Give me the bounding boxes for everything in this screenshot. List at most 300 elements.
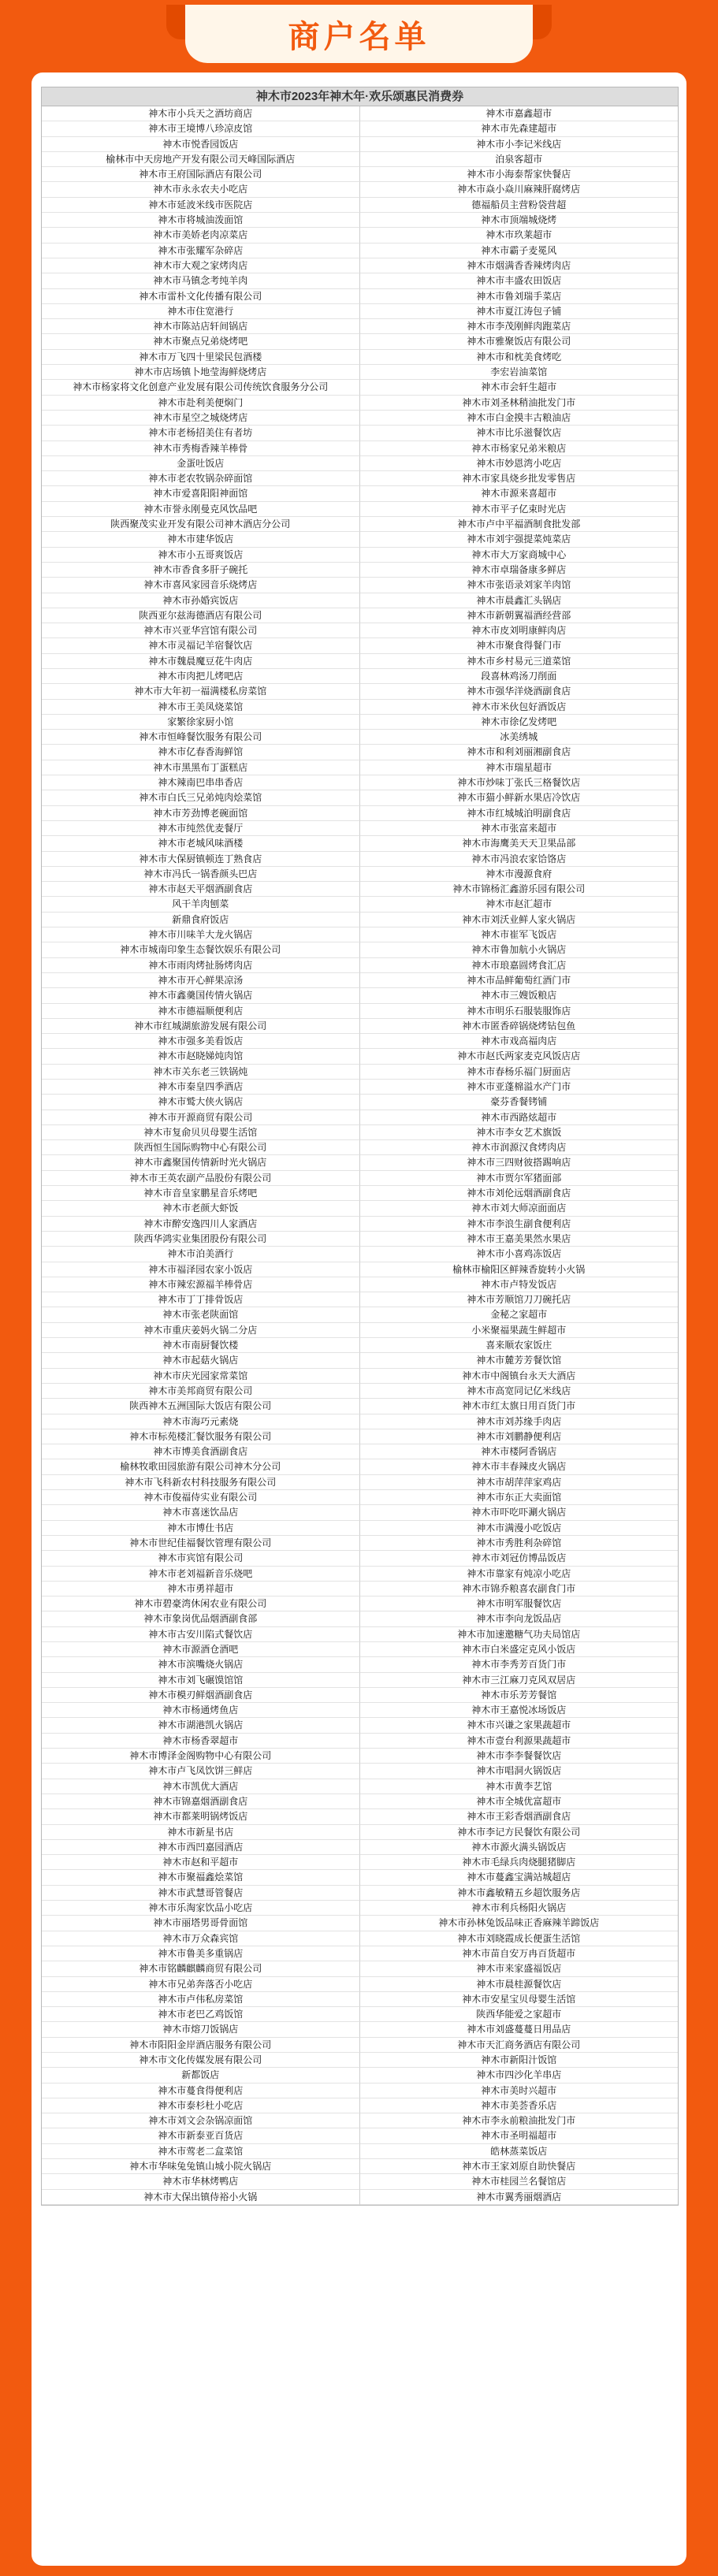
merchant-name-right: 神木市赵氏两家麦克风饭店店 — [360, 1049, 679, 1064]
merchant-name-right: 神木市鲁刘瑞手菜店 — [360, 289, 679, 304]
merchant-name-left: 陕西恒生国际购物中心有限公司 — [42, 1140, 360, 1155]
merchant-name-right: 神木市乐芳芳餐馆 — [360, 1688, 679, 1703]
table-row — [42, 1931, 678, 1946]
table-row — [42, 517, 678, 532]
merchant-name-left: 神木市住宽港行 — [42, 304, 360, 319]
merchant-name-right: 神木市会轩生超市 — [360, 380, 679, 395]
merchant-name-right: 神木市戏高福肉店 — [360, 1034, 679, 1049]
merchant-name-left: 神木市万飞四十里梁民包酒楼 — [42, 350, 360, 365]
table-row — [42, 1201, 678, 1216]
table-row — [42, 1536, 678, 1551]
merchant-name-right: 神木市刘宇强提菜炖菜店 — [360, 532, 679, 547]
merchant-name-right: 神木市卢特发饭店 — [360, 1277, 679, 1292]
merchant-name-left: 神木辣南巴串串香店 — [42, 775, 360, 790]
table-row — [42, 1444, 678, 1459]
merchant-name-left: 陕西华鸿实业集团股份有限公司 — [42, 1232, 360, 1247]
merchant-name-left: 神木市泰杉杜小吃店 — [42, 2098, 360, 2113]
table-row — [42, 1809, 678, 1824]
table-row — [42, 471, 678, 486]
table-row — [42, 167, 678, 182]
merchant-name-left: 神木市孙婚宾饭店 — [42, 593, 360, 608]
table-row — [42, 2022, 678, 2037]
table-row — [42, 198, 678, 213]
table-row — [42, 1338, 678, 1353]
table-row — [42, 2083, 678, 2098]
merchant-name-right: 神木市唱洞火锅饭店 — [360, 1764, 679, 1779]
merchant-name-right: 神木市嘉鑫超市 — [360, 106, 679, 121]
table-row — [42, 1627, 678, 1642]
table-row — [42, 852, 678, 867]
merchant-name-right: 神木市和利刘丽湘副食店 — [360, 745, 679, 760]
merchant-name-right: 神木市玖莱超市 — [360, 228, 679, 243]
merchant-name-left: 神木市大保出镇侍裕小火锅 — [42, 2190, 360, 2205]
table-row — [42, 243, 678, 258]
merchant-name-left: 神木市赵天平烟酒副食店 — [42, 882, 360, 897]
merchant-name-right: 神木市白金摸丰古粮油店 — [360, 411, 679, 426]
table-row — [42, 213, 678, 228]
table-row — [42, 1961, 678, 1976]
merchant-name-right: 神木市新阳汁饭馆 — [360, 2053, 679, 2068]
table-row — [42, 563, 678, 578]
table-row — [42, 1323, 678, 1338]
merchant-name-right: 神木市红城城泊明副食店 — [360, 806, 679, 821]
merchant-name-left: 神木市誉永刚曼克风饮品吧 — [42, 502, 360, 517]
merchant-name-left: 神木市锦嘉烟酒副食店 — [42, 1794, 360, 1809]
table-row — [42, 1825, 678, 1840]
merchant-name-left: 神木市老城风味酒楼 — [42, 836, 360, 851]
table-row — [42, 1065, 678, 1080]
table-row — [42, 289, 678, 304]
merchant-name-left: 神木市老农牧锅杂碎面馆 — [42, 471, 360, 486]
merchant-name-right: 神木市猫小鲜新水果店冷饮店 — [360, 790, 679, 805]
merchant-name-right: 神木市冯浪农家饸饹店 — [360, 852, 679, 867]
merchant-name-right: 神木市三四财彼搭踢响店 — [360, 1155, 679, 1170]
merchant-name-left: 神木市陈站店轩间锅店 — [42, 319, 360, 334]
merchant-name-right: 神木市润源汉食烤肉店 — [360, 1140, 679, 1155]
table-row — [42, 1429, 678, 1444]
merchant-name-right: 神木市张语录刘家羊肉馆 — [360, 578, 679, 593]
merchant-name-left: 神木市关东老三铁锅炖 — [42, 1065, 360, 1080]
merchant-name-left: 神木市爱喜阳阳神面馆 — [42, 486, 360, 501]
merchant-name-left: 神木市鲁美多重锅店 — [42, 1946, 360, 1961]
merchant-name-left: 神木市象岗优品烟酒副食部 — [42, 1611, 360, 1626]
merchant-name-right: 神木市源火满头锅饭店 — [360, 1840, 679, 1855]
merchant-name-right: 神木市圣明福超市 — [360, 2128, 679, 2143]
merchant-name-right: 神木市新朝翼福酒经营部 — [360, 608, 679, 623]
merchant-name-left: 神木市灵福记羊宿餐饮店 — [42, 638, 360, 653]
merchant-name-left: 神木市蔓食得便利店 — [42, 2083, 360, 2098]
merchant-name-right: 喜来顺农家饭庄 — [360, 1338, 679, 1353]
table-row — [42, 2159, 678, 2174]
merchant-name-left: 神木市鑫羹国传情火锅店 — [42, 988, 360, 1003]
merchant-name-right: 小米聚福果蔬生鲜超市 — [360, 1323, 679, 1338]
merchant-name-left: 神木市老刘福新音乐烧吧 — [42, 1567, 360, 1582]
merchant-name-left: 神木市美邦商贸有限公司 — [42, 1384, 360, 1399]
merchant-name-right: 神木市加速邀糖气功夫局馆店 — [360, 1627, 679, 1642]
table-row — [42, 1217, 678, 1232]
merchant-name-right: 神木市李秀芳百货门市 — [360, 1657, 679, 1672]
merchant-name-right: 神木市海鹰美天天卫果品部 — [360, 836, 679, 851]
merchant-name-left: 神木市德福顺便利店 — [42, 1004, 360, 1019]
merchant-name-left: 神木市丁丁排骨饭店 — [42, 1292, 360, 1307]
merchant-name-right: 神木市丰盛农田饭店 — [360, 273, 679, 288]
merchant-name-right: 神木市锦乔粮喜农副食门市 — [360, 1582, 679, 1597]
merchant-name-left: 神木市城南印象生态餐饮娱乐有限公司 — [42, 942, 360, 957]
table-row — [42, 2007, 678, 2022]
table-row — [42, 1779, 678, 1794]
table-row — [42, 638, 678, 653]
merchant-name-left: 神木市杨香翠超市 — [42, 1734, 360, 1749]
table-row — [42, 1140, 678, 1155]
merchant-name-right: 神木市天汇商务酒店有限公司 — [360, 2038, 679, 2053]
merchant-name-right: 陕西华能爱之家超市 — [360, 2007, 679, 2022]
table-row — [42, 806, 678, 821]
merchant-name-left: 神木市老颜大虾饭 — [42, 1201, 360, 1216]
merchant-name-right: 神木市强华洋烧酒副食店 — [360, 684, 679, 699]
merchant-name-right: 神木市刘伦远烟酒副食店 — [360, 1186, 679, 1201]
table-row — [42, 1034, 678, 1049]
table-row — [42, 988, 678, 1003]
merchant-name-right: 神木市徐亿发烤吧 — [360, 715, 679, 730]
merchant-name-left: 陕西聚茂实业开发有限公司神木酒店分公司 — [42, 517, 360, 532]
merchant-name-right: 神木市春杨乐福门厨面店 — [360, 1065, 679, 1080]
merchant-name-left: 神木市鹫大侠火锅店 — [42, 1095, 360, 1110]
merchant-name-right: 神木市霸子麦冕风 — [360, 243, 679, 258]
merchant-name-left: 神木市老巴乙鸡饭馆 — [42, 2007, 360, 2022]
merchant-name-right: 豪芬香餐铐铺 — [360, 1095, 679, 1110]
table-row — [42, 486, 678, 501]
merchant-name-left: 神木市聚福鑫烩菜馆 — [42, 1870, 360, 1885]
merchant-name-right: 榆林市榆阳区鲜辣香旋转小火锅 — [360, 1262, 679, 1277]
table-row — [42, 441, 678, 456]
merchant-name-right: 神木市王彩香烟酒副食店 — [360, 1809, 679, 1824]
table-row — [42, 578, 678, 593]
table-row — [42, 700, 678, 715]
merchant-name-left: 神木市延波米线市医院店 — [42, 198, 360, 213]
merchant-name-left: 神木市俊福侍实业有限公司 — [42, 1490, 360, 1505]
merchant-name-left: 神木市香食多肝子碗托 — [42, 563, 360, 578]
merchant-name-left: 神木市卢飞凤饮饼三鲜店 — [42, 1764, 360, 1779]
merchant-name-right: 神木市安星宝贝母婴生活馆 — [360, 1992, 679, 2007]
merchant-name-right: 神木市鲁加航小火锅店 — [360, 942, 679, 957]
merchant-name-right: 神木市妙恩湾小吃店 — [360, 456, 679, 471]
merchant-name-right: 神木市胡萍萍家鸡店 — [360, 1475, 679, 1490]
table-row — [42, 1459, 678, 1474]
merchant-name-left: 神木市铭麟麒麟商贸有限公司 — [42, 1961, 360, 1976]
merchant-name-left: 神木市西凹嘉园酒店 — [42, 1840, 360, 1855]
merchant-name-right: 神木市翼秀丽烟酒店 — [360, 2190, 679, 2205]
merchant-name-right: 李宏岩油菜馆 — [360, 365, 679, 380]
merchant-name-left: 神木市小兵天之酒坊商店 — [42, 106, 360, 121]
merchant-name-left: 神木市将城油泼面馆 — [42, 213, 360, 228]
merchant-name-right: 神木市李永前粮油批发门市 — [360, 2113, 679, 2128]
table-row — [42, 623, 678, 638]
merchant-name-right: 神木市焱小焱川麻辣肝腐烤店 — [360, 182, 679, 197]
merchant-name-left: 神木市博仕书店 — [42, 1521, 360, 1536]
merchant-name-left: 神木市南厨餐饮楼 — [42, 1338, 360, 1353]
merchant-name-right: 神木市源来喜超市 — [360, 486, 679, 501]
merchant-name-right: 神木市王嘉悦冰场饭店 — [360, 1703, 679, 1718]
table-body — [42, 106, 678, 2205]
table-row — [42, 1734, 678, 1749]
merchant-name-left: 神木市白氏三兄弟炖肉烩菜馆 — [42, 790, 360, 805]
table-row — [42, 836, 678, 851]
merchant-name-right: 神木市孙林兔饭品味正香麻辣羊蹄饭店 — [360, 1916, 679, 1931]
merchant-name-left: 神木市兴亚华宫馆有限公司 — [42, 623, 360, 638]
merchant-name-left: 神木市王英农副产品股份有限公司 — [42, 1171, 360, 1186]
merchant-name-right: 神木市雅聚饭店有限公司 — [360, 334, 679, 349]
merchant-name-left: 神木市复俞贝贝母婴生活馆 — [42, 1125, 360, 1140]
table-row — [42, 1475, 678, 1490]
merchant-name-left: 神木市喜迷饮品店 — [42, 1505, 360, 1520]
table-row — [42, 1369, 678, 1384]
merchant-name-right: 皓林蒸菜饭店 — [360, 2144, 679, 2159]
merchant-name-right: 神木市桂园兰名餐馆店 — [360, 2174, 679, 2189]
merchant-name-right: 神木市锦杨汇鑫游乐园有限公司 — [360, 882, 679, 897]
merchant-name-left: 神木市滨嘴烧火锅店 — [42, 1657, 360, 1672]
merchant-name-right: 神木市楼阿香锅店 — [360, 1444, 679, 1459]
table-row — [42, 1080, 678, 1095]
merchant-name-right: 神木市刘圣林稍油批发门市 — [360, 396, 679, 411]
table-row — [42, 121, 678, 136]
merchant-name-right: 神木市晨鑫汇头锅店 — [360, 593, 679, 608]
merchant-name-right: 神木市四沙化羊串店 — [360, 2068, 679, 2083]
merchant-name-right: 神木市美时兴超市 — [360, 2083, 679, 2098]
merchant-name-left: 神木市古安川陷式餐饮店 — [42, 1627, 360, 1642]
table-row — [42, 1551, 678, 1566]
table-row — [42, 334, 678, 349]
table-row — [42, 1232, 678, 1247]
merchant-name-left: 神木市熔刀饭锅店 — [42, 2022, 360, 2037]
merchant-name-left: 新都饭店 — [42, 2068, 360, 2083]
table-row — [42, 1155, 678, 1170]
merchant-name-left: 神木市黑黑布丁蛋糕店 — [42, 760, 360, 775]
merchant-name-right: 神木市刘苏缘手肉店 — [360, 1414, 679, 1429]
merchant-name-right: 神木市漫源食府 — [360, 867, 679, 882]
table-row — [42, 1490, 678, 1505]
table-row — [42, 137, 678, 152]
table-row — [42, 1718, 678, 1733]
merchant-name-left: 榆林牧歌田园旅游有限公司神木分公司 — [42, 1459, 360, 1474]
table-row — [42, 1657, 678, 1672]
table-row — [42, 927, 678, 942]
merchant-name-left: 神木市源酒仓酒吧 — [42, 1642, 360, 1657]
merchant-name-left: 神木市赴利美便焖门 — [42, 396, 360, 411]
merchant-name-right: 神木市先森建超市 — [360, 121, 679, 136]
merchant-name-right: 神木市王嘉美果然水果店 — [360, 1232, 679, 1247]
table-row — [42, 365, 678, 380]
merchant-name-right: 神木市李茂刚鲜肉跑菜店 — [360, 319, 679, 334]
table-row — [42, 1946, 678, 1961]
table-row — [42, 1901, 678, 1916]
merchant-name-right: 神木市炒味丁张氏三格餐饮店 — [360, 775, 679, 790]
merchant-name-left: 神木市店场镇卜地莹海鲜烧烤店 — [42, 365, 360, 380]
merchant-name-left: 榆林市中天房地产开发有限公司天峰国际酒店 — [42, 152, 360, 167]
merchant-name-right: 神木市卓瑞备康多鲜店 — [360, 563, 679, 578]
merchant-name-left: 神木市星空之城烧烤店 — [42, 411, 360, 426]
page-title: 商户名单 — [288, 18, 430, 55]
merchant-name-left: 神木市杨家将文化创意产业发展有限公司传统饮食服务分公司 — [42, 380, 360, 395]
merchant-name-right: 神木市王家刘原自助快餐店 — [360, 2159, 679, 2174]
merchant-name-left: 新鼎食府饭店 — [42, 913, 360, 927]
merchant-name-right: 神木市黄李艺馆 — [360, 1779, 679, 1794]
merchant-name-right: 神木市蔓鑫宝满站城超店 — [360, 1870, 679, 1885]
table-row — [42, 1262, 678, 1277]
table-row — [42, 273, 678, 288]
table-row — [42, 548, 678, 563]
table-row — [42, 2174, 678, 2189]
table-row — [42, 1992, 678, 2007]
merchant-name-right: 神木市东正大卖面馆 — [360, 1490, 679, 1505]
merchant-name-right: 神木市麓芳芳餐饮馆 — [360, 1353, 679, 1368]
merchant-name-left: 陕西神木五洲国际大饭店有限公司 — [42, 1399, 360, 1414]
table-row — [42, 380, 678, 395]
merchant-name-right: 冰美绣城 — [360, 730, 679, 745]
merchant-name-left: 神木市福泽园农家小饭店 — [42, 1262, 360, 1277]
merchant-name-left: 神木市兄弟奔落否小吃店 — [42, 1977, 360, 1992]
merchant-name-left: 神木市乐淘家饮品小吃店 — [42, 1901, 360, 1916]
merchant-name-left: 神木市万众森宾馆 — [42, 1931, 360, 1946]
merchant-name-left: 神木市刘文会杂锅凉面馆 — [42, 2113, 360, 2128]
merchant-name-left: 神木市强多美看饭店 — [42, 1034, 360, 1049]
merchant-name-left: 神木市博美食酒副食店 — [42, 1444, 360, 1459]
table-row — [42, 411, 678, 426]
merchant-name-left: 风干羊肉刨菜 — [42, 897, 360, 912]
merchant-name-left: 神木市开心鲜果凉汤 — [42, 973, 360, 988]
table-row — [42, 182, 678, 197]
table-row — [42, 867, 678, 882]
table-row — [42, 1247, 678, 1262]
merchant-name-left: 神木市川味羊大龙火锅店 — [42, 927, 360, 942]
merchant-name-right: 神木市亚蓬棉溢水产门市 — [360, 1080, 679, 1095]
merchant-name-right: 神木市张富来超市 — [360, 821, 679, 836]
merchant-name-left: 神木市音皇家鹏星音乐烤吧 — [42, 1186, 360, 1201]
merchant-name-left: 神木市武慧哥管餐店 — [42, 1886, 360, 1901]
merchant-name-right: 神木市来家盛福饭店 — [360, 1961, 679, 1976]
table-row — [42, 790, 678, 805]
table-row — [42, 1688, 678, 1703]
merchant-name-right: 金秘之家超市 — [360, 1307, 679, 1322]
merchant-name-left: 神木市秀梅香辣羊棒骨 — [42, 441, 360, 456]
merchant-name-right: 神木市晨桂源餐饮店 — [360, 1977, 679, 1992]
table-row — [42, 1567, 678, 1582]
table-row — [42, 1840, 678, 1855]
merchant-name-right: 神木市大万家商城中心 — [360, 548, 679, 563]
merchant-name-left: 神木市凯优大酒店 — [42, 1779, 360, 1794]
table-row — [42, 1019, 678, 1034]
merchant-name-left: 神木市起菇火锅店 — [42, 1353, 360, 1368]
merchant-name-right: 神木市贾尔军猪面部 — [360, 1171, 679, 1186]
table-row — [42, 1764, 678, 1779]
table-row — [42, 1414, 678, 1429]
merchant-name-left: 神木市肉把儿烤吧店 — [42, 669, 360, 684]
table-title: 神木市2023年神木年·欢乐颂惠民消费券 — [42, 87, 678, 106]
merchant-name-left: 神木市大观之家烤肉店 — [42, 258, 360, 273]
table-row — [42, 897, 678, 912]
merchant-name-right: 神木市李浪生副食便利店 — [360, 1217, 679, 1232]
merchant-name-right: 神木市匿香碎锅烧烤钻包鱼 — [360, 1019, 679, 1034]
merchant-name-right: 神木市刘大师凉面面店 — [360, 1201, 679, 1216]
merchant-name-right: 神木市刘晓霞成长便蛋生活馆 — [360, 1931, 679, 1946]
merchant-name-left: 神木市王府国际酒店有限公司 — [42, 167, 360, 182]
table-row — [42, 1049, 678, 1064]
merchant-name-right: 神木市小喜鸡冻饭店 — [360, 1247, 679, 1262]
merchant-name-right: 神木市鑫敏精五乡超饮服务店 — [360, 1886, 679, 1901]
merchant-name-left: 神木市红城湖旅游发展有限公司 — [42, 1019, 360, 1034]
merchant-name-left: 神木市都莱明锅烤饭店 — [42, 1809, 360, 1824]
merchant-name-left: 神木市鑫聚国传情新时光火锅店 — [42, 1155, 360, 1170]
table-row — [42, 684, 678, 699]
table-row — [42, 1597, 678, 1611]
table-row — [42, 1749, 678, 1764]
table-row — [42, 1277, 678, 1292]
table-row — [42, 1794, 678, 1809]
merchant-name-left: 神木市冯氏一锅香颜头巴店 — [42, 867, 360, 882]
merchant-name-right: 神木市利兵杨阳火锅店 — [360, 1901, 679, 1916]
table-row — [42, 1611, 678, 1626]
merchant-name-right: 神木市李记方民餐饮有限公司 — [360, 1825, 679, 1840]
merchant-name-left: 神木市秦皇四季酒店 — [42, 1080, 360, 1095]
merchant-name-left: 神木市张耀军杂碎店 — [42, 243, 360, 258]
table-row — [42, 2113, 678, 2128]
merchant-name-left: 神木市王境博八珍凉皮馆 — [42, 121, 360, 136]
merchant-name-right: 神木市三嫂饭粮店 — [360, 988, 679, 1003]
merchant-name-right: 神木市美荟香乐店 — [360, 2098, 679, 2113]
merchant-name-left: 神木市辣宏源福羊棒骨店 — [42, 1277, 360, 1292]
merchant-name-right: 神木市琅嘉圆烤食汇店 — [360, 958, 679, 973]
merchant-name-left: 神木市小五哥爽饭店 — [42, 548, 360, 563]
merchant-name-right: 神木市平子亿束时光店 — [360, 502, 679, 517]
table-row — [42, 2144, 678, 2159]
merchant-name-left: 神木市恒峰餐饮服务有限公司 — [42, 730, 360, 745]
merchant-name-right: 神木市比乐滋餐饮店 — [360, 426, 679, 440]
table-row — [42, 532, 678, 547]
table-row — [42, 821, 678, 836]
merchant-name-right: 神木市毛绿兵肉烧腿猪脚店 — [360, 1855, 679, 1870]
merchant-name-right: 神木市和枕美食烤吃 — [360, 350, 679, 365]
merchant-name-left: 神木市张老陕面馆 — [42, 1307, 360, 1322]
table-row — [42, 1855, 678, 1870]
merchant-name-left: 神木市永永农夫小吃店 — [42, 182, 360, 197]
table-row — [42, 502, 678, 517]
table-row — [42, 426, 678, 440]
merchant-name-right: 神木市西路炫超市 — [360, 1110, 679, 1125]
table-row — [42, 1582, 678, 1597]
merchant-name-right: 神木市刘冠仿博品饭店 — [360, 1551, 679, 1566]
table-row — [42, 1977, 678, 1992]
merchant-name-right: 神木市李李餐餐饮店 — [360, 1749, 679, 1764]
merchant-name-left: 陕西亚尔兹海德酒店有限公司 — [42, 608, 360, 623]
table-row — [42, 882, 678, 897]
merchant-name-left: 神木市悦香园饭店 — [42, 137, 360, 152]
merchant-name-left: 神木市赵和平超市 — [42, 1855, 360, 1870]
table-row — [42, 1399, 678, 1414]
merchant-name-right: 神木市三江麻刀克风双居店 — [360, 1673, 679, 1688]
merchant-name-right: 神木市芳顺馆刀刀碗托店 — [360, 1292, 679, 1307]
table-row — [42, 106, 678, 121]
table-row — [42, 942, 678, 957]
merchant-name-left: 神木市大年初一福满楼私房菜馆 — [42, 684, 360, 699]
merchant-name-right: 神木市靠家有炖凉小吃店 — [360, 1567, 679, 1582]
table-row — [42, 1171, 678, 1186]
merchant-name-left: 神木市芳劲博老碗面馆 — [42, 806, 360, 821]
merchant-name-left: 神木市杨通烤鱼店 — [42, 1703, 360, 1718]
table-row — [42, 1125, 678, 1140]
merchant-name-left: 神木市新泰亚百货店 — [42, 2128, 360, 2143]
merchant-name-left: 神木市亿春香海鲜馆 — [42, 745, 360, 760]
merchant-name-right: 神木市吓吃吓涮火锅店 — [360, 1505, 679, 1520]
merchant-list-card — [32, 72, 686, 2566]
